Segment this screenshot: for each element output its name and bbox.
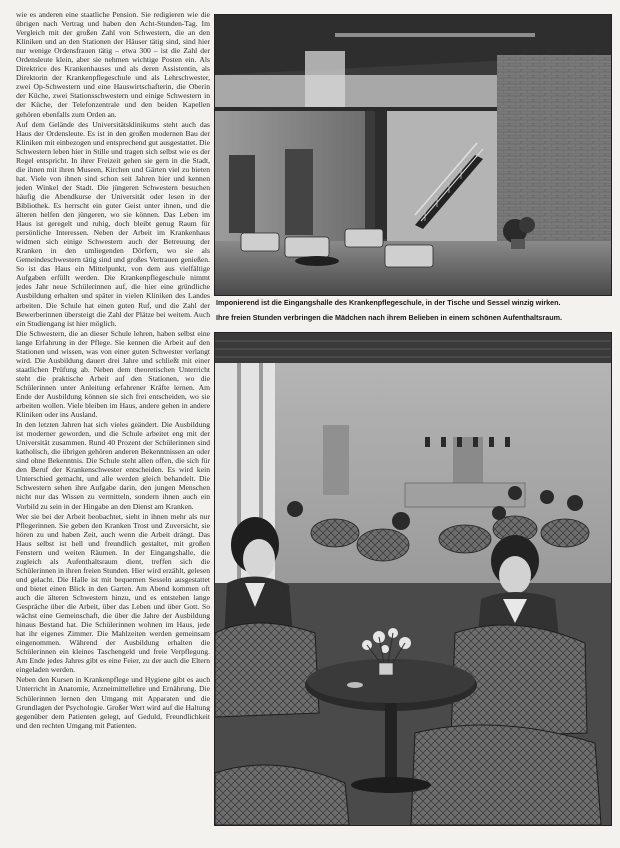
article-paragraph: wie es anderen eine staatliche Pension. Sie redigieren wie die übrigen nach Vertrag und haben den Acht-Stunden-Tag. Im Vergleich mit der großen Zahl von Schwestern, die an den Kliniken und an den Stationen der Häuser tätig sind, sind hier nur wenige Ordensfrauen tätig – etwa 300 – ist die Zahl der Ordensleute klein, aber sie nehmen wichtige Posten ein. Als Direktrice des Krankenhauses und als deren Assistentin, als Direktorin der Krankenpflegeschule und als Lehrschwester, zwei Op-Schwestern und eine Hauswirtschafterin, die Oberin der Küche, zwei Stationsschwestern und einige Schwestern in der Küche, der Telefonzentrale und den beiden Kapellen gehören ebenfalls zum Orden an. bbox=[16, 10, 210, 119]
article-text-column bbox=[16, 10, 210, 840]
article-paragraph: Auf dem Gelände des Universitätsklinikums steht auch das Haus der Ordensleute. Es ist in den großen modernen Bau der Kliniken mit einbezogen und entsprechend gut ausgestattet. Die Schwestern leben hier in Stille und tragen sich selbst wie es der Regel entspricht. In ihrer Freizeit gehen sie gern in die Stadt, die ihnen mit ihren Museen, Kirchen und Gärten viel zu bieten hat. Viele von ihnen sind schon seit Jahren hier und kennen jeden Winkel der Stadt. Die jüngeren Schwestern besuchen häufig die Abendkurse der Universität oder lesen in der Bibliothek. Es herrscht ein guter Geist unter ihnen, und die älteren helfen den jüngeren, wo sie können. Das Leben im Haus ist geregelt und ruhig, doch bleibt genug Raum für persönliche Interessen. Neben der Arbeit im Krankenhaus widmen sich einige Schwestern auch der Betreuung der Kranken in den umliegenden Dörfern, wo sie als Gemeindeschwestern tätig sind und großes Vertrauen genießen. So ist das Haus ein Mittelpunkt, von dem aus vielfältige Aufgaben erfüllt werden. Die Krankenpflegeschule nimmt jedes Jahr neue Schülerinnen auf, die hier eine gründliche Ausbildung erhalten und später in vielen Kliniken des Landes arbeiten. Die Schule hat einen guten Ruf, und die Zahl der Bewerberinnen übersteigt die Zahl der Plätze bei weitem. Auch ein Studiengang ist hier möglich. bbox=[16, 119, 210, 328]
photo-caption-bottom: Ihre freien Stunden verbringen die Mädchen nach ihrem Belieben in einem schönen Aufenthaltsraum. bbox=[216, 313, 562, 322]
photo-caption-top: Imponierend ist die Eingangshalle des Krankenpflegeschule, in der Tische und Sessel winzig wirken. bbox=[216, 298, 561, 307]
article-paragraph: Wer sie bei der Arbeit beobachtet, sieht in ihnen mehr als nur Pflegerinnen. Sie geben den Kranken Trost und Zuversicht, sie hören zu und haben Zeit, auch wenn die Arbeit drängt. Das Haus selbst ist hell und freundlich gestaltet, mit großen Fenstern und weiten Räumen. In der Eingangshalle, die zugleich als Aufenthaltsraum dient, treffen sich die Schülerinnen in ihren freien Stunden. Hier wird erzählt, gelesen und gelacht. Die Halle ist mit bequemen Sesseln ausgestattet und bietet einen Blick in den Garten. Am Abend kommen oft auch die älteren Schwestern hinzu, und es entstehen lange Gespräche über die Arbeit, über das Leben und über Gott. So wächst eine Gemeinschaft, die über die Jahre der Ausbildung hinaus Bestand hat. Die Schülerinnen wohnen im Haus, jede hat ihr eigenes Zimmer. Die Mahlzeiten werden gemeinsam eingenommen. Während der Ausbildung erhalten die Schülerinnen ein kleines Taschengeld und freie Verpflegung. Am Ende jedes Jahres gibt es eine Feier, zu der auch die Eltern eingeladen werden. bbox=[16, 511, 210, 675]
article-paragraph: Neben den Kursen in Krankenpflege und Hygiene gibt es auch Unterricht in Anatomie, Arzneimittellehre und Ernährung. Die Schülerinnen lernen den Umgang mit Apparaten und die Grundlagen der Psychologie. Großer Wert wird auf die Haltung gegenüber dem Patienten gelegt, auf Geduld, Freundlichkeit und den rechten Umgang mit Patienten. bbox=[16, 675, 210, 730]
entrance-hall-image bbox=[215, 15, 611, 295]
article-paragraph: Die Schwestern, die an dieser Schule lehren, haben selbst eine lange Erfahrung in der Pflege. Sie kennen die Arbeit auf den Stationen und wissen, was von einer guten Schwester verlangt wird. Die Ausbildung dauert drei Jahre und schließt mit einer staatlichen Prüfung ab. Neben dem theoretischen Unterricht steht die praktische Arbeit auf den Stationen, wo die Schülerinnen unter Anleitung erfahrener Kräfte lernen. Am Ende der Ausbildung können sie sich frei entscheiden, wo sie arbeiten wollen. Viele bleiben im Haus, andere gehen in andere Kliniken oder ins Ausland. bbox=[16, 328, 210, 420]
lounge-image bbox=[215, 333, 611, 825]
entrance-hall-photo bbox=[214, 14, 612, 296]
lounge-photo bbox=[214, 332, 612, 826]
article-paragraph: In den letzten Jahren hat sich vieles geändert. Die Ausbildung ist moderner geworden, und die Schule arbeitet eng mit der Universität zusammen. Rund 40 Prozent der Schülerinnen sind katholisch, die übrigen gehören anderen Bekenntnissen an oder sind ohne Bekenntnis. Die Schule steht allen offen, die sich für den Beruf der Krankenschwester entscheiden. Es wird kein Unterschied gemacht, und alle werden gleich behandelt. Die Schwestern sehen ihre Aufgabe darin, den jungen Menschen nicht nur das Wissen zu vermitteln, sondern ihnen auch ein Vorbild zu sein in der Hingabe an den Dienst am Kranken. bbox=[16, 420, 210, 511]
